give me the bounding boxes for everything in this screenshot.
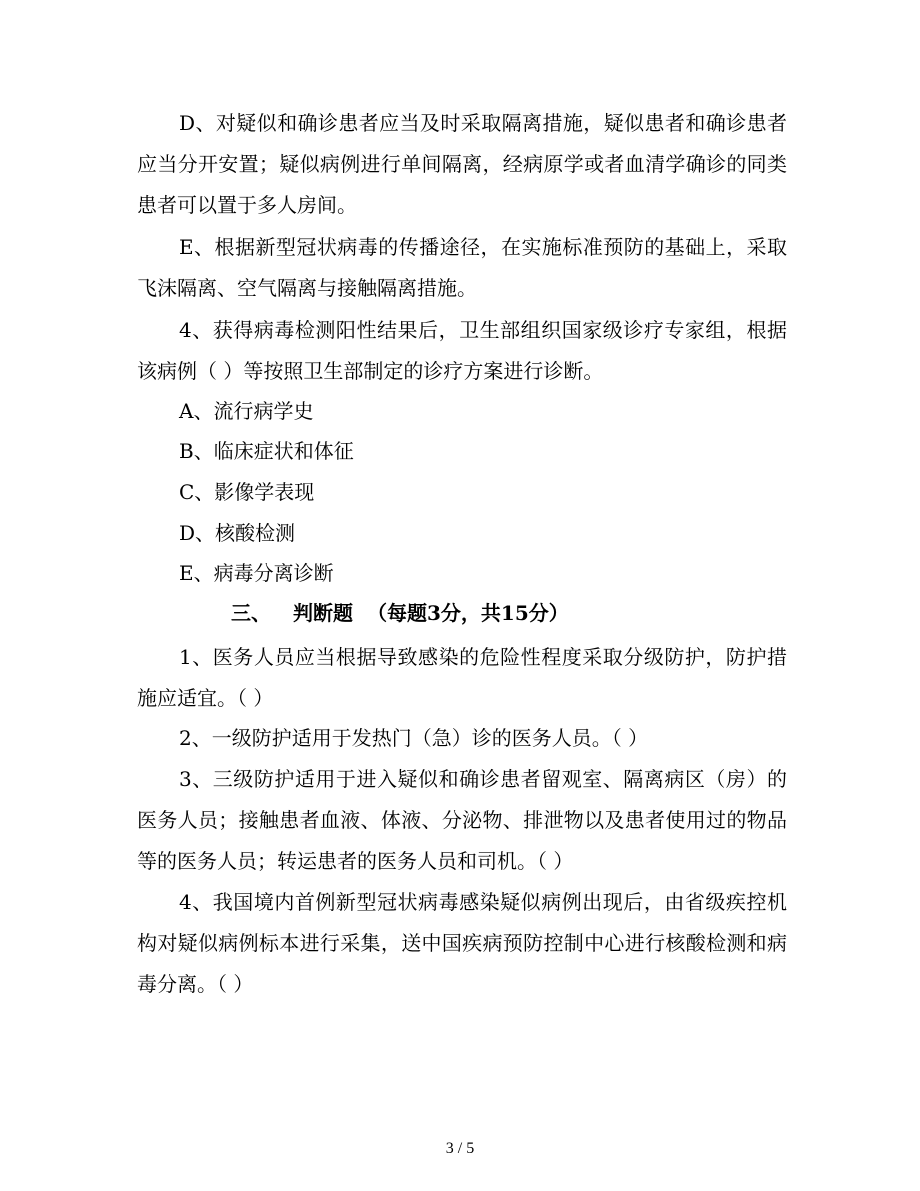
- judgment-2: 2、一级防护适用于发热门（急）诊的医务人员。（ ）: [179, 726, 649, 750]
- section-heading: [231, 593, 569, 634]
- question-4: 4、获得病毒检测阳性结果后，卫生部组织国家级诊疗专家组，根据该病例（ ）等按照卫生部制定的诊疗方案进行诊断。: [137, 318, 787, 383]
- judgment-3: 3、三级防护适用于进入疑似和确诊患者留观室、隔离病区（房）的医务人员；接触患者血液、体液、分泌物、排泄物以及患者使用过的物品等的医务人员；转运患者的医务人员和司机。（ ）: [137, 767, 787, 873]
- paragraph-option-d: D、对疑似和确诊患者应当及时采取隔离措施，疑似患者和确诊患者应当分开安置；疑似病例进行单间隔离，经病原学或者血清学确诊的同类患者可以置于多人房间。: [137, 111, 787, 217]
- option-e: E、病毒分离诊断: [179, 561, 334, 585]
- section-title: 判断题: [293, 601, 353, 625]
- option-c: C、影像学表现: [179, 480, 315, 504]
- judgment-4: 4、我国境内首例新型冠状病毒感染疑似病例出现后，由省级疾控机构对疑似病例标本进行采集，送中国疾病预防控制中心进行核酸检测和病毒分离。（ ）: [137, 890, 787, 996]
- page-number: 3 / 5: [445, 1140, 475, 1157]
- paragraph-option-e: E、根据新型冠状病毒的传播途径，在实施标准预防的基础上，采取飞沫隔离、空气隔离与接触隔离措施。: [137, 235, 787, 300]
- option-d: D、核酸检测: [179, 521, 296, 545]
- option-b: B、临床症状和体征: [179, 439, 354, 463]
- option-a: A、流行病学史: [179, 399, 314, 423]
- section-note: （每题3分，共15分）: [367, 601, 569, 625]
- section-number: 三、: [231, 601, 271, 625]
- judgment-1: 1、医务人员应当根据导致感染的危险性程度采取分级防护，防护措施应适宜。（ ）: [137, 645, 787, 710]
